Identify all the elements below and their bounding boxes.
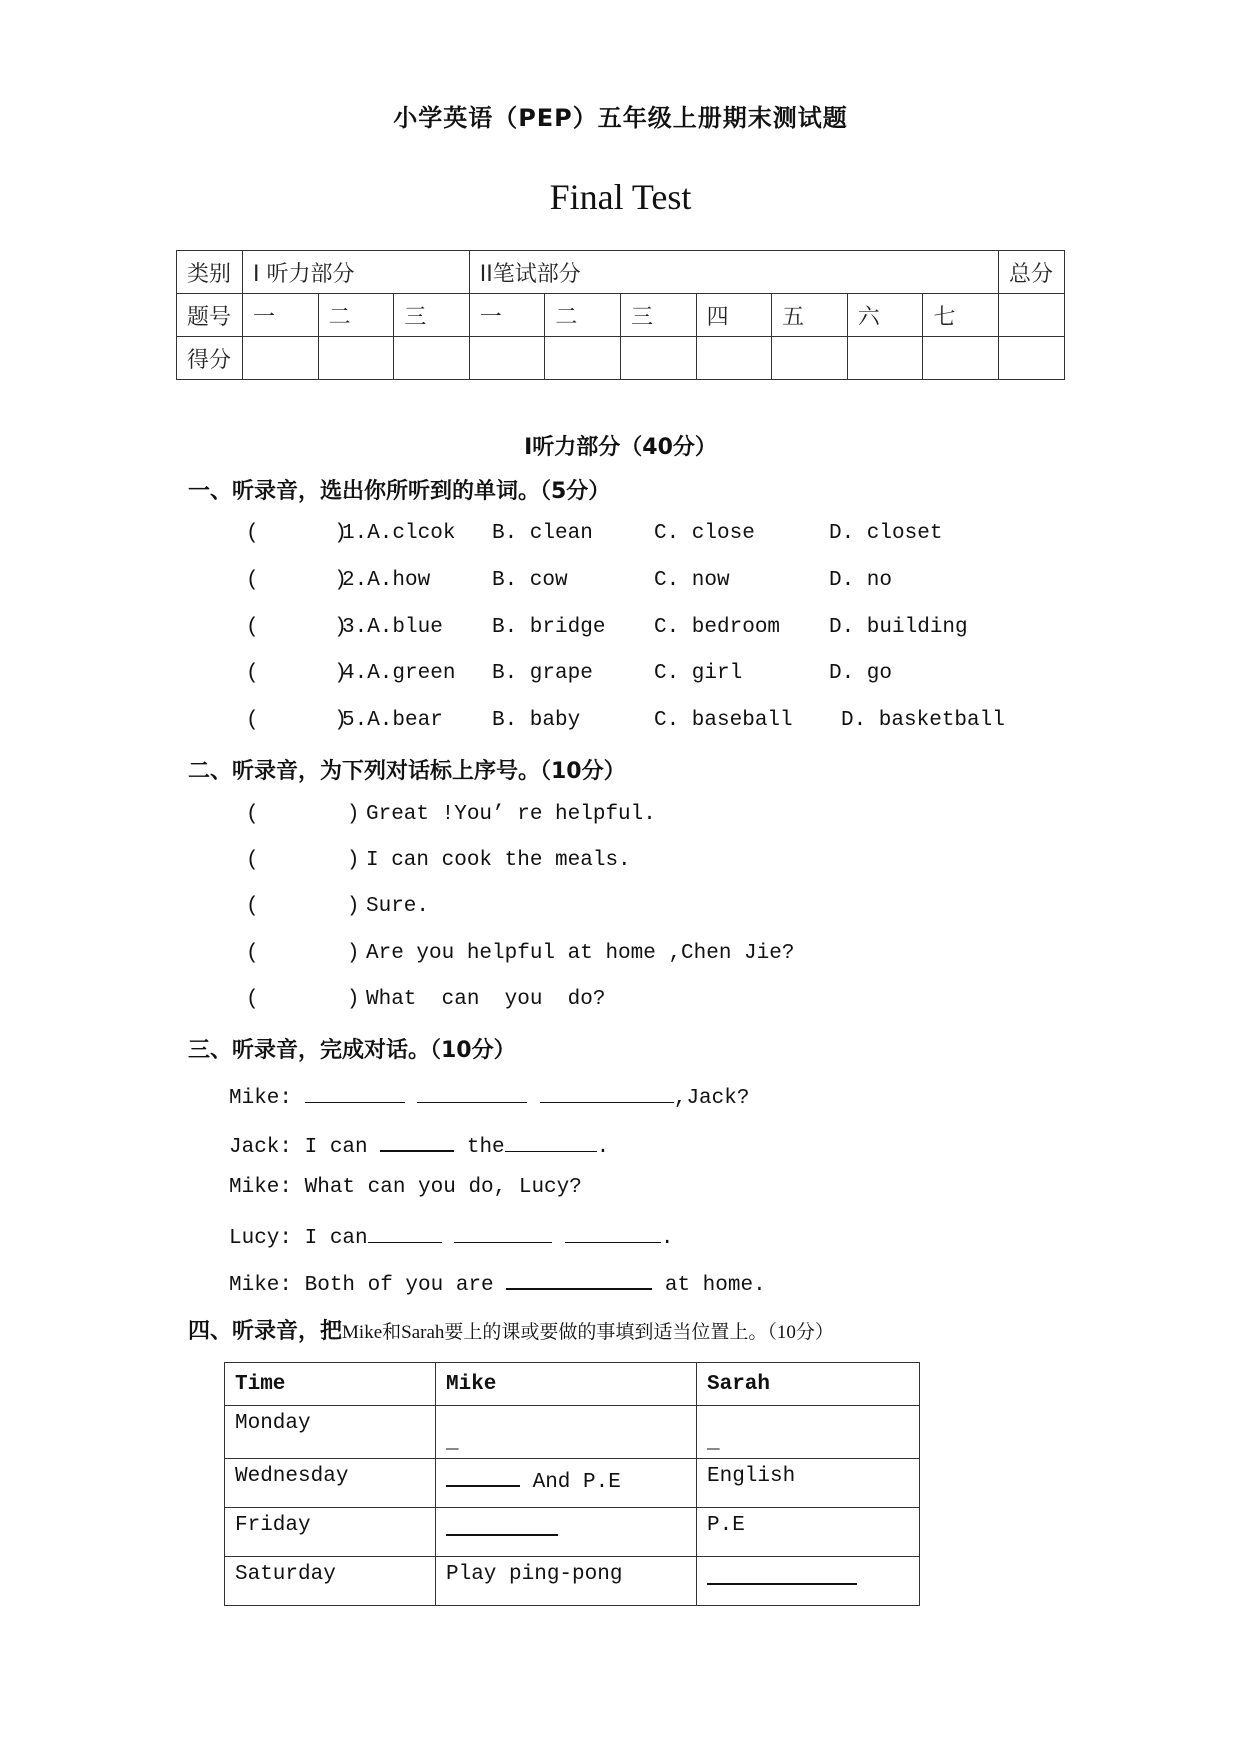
score-input-cell[interactable]	[696, 337, 772, 380]
score-input-cell[interactable]	[620, 337, 696, 380]
document-title: 小学英语（PEP）五年级上册期末测试题	[393, 104, 848, 132]
score-input-cell[interactable]	[469, 337, 545, 380]
option-a: 3.A.blue	[342, 616, 443, 639]
option-b: B. grape	[492, 662, 593, 685]
line-text: the	[454, 1136, 505, 1159]
answer-paren[interactable]: ( )	[246, 895, 360, 918]
option-d: D. no	[829, 569, 893, 592]
dialog-line: Are you helpful at home ,Chen Jie?	[366, 942, 795, 965]
choice-item	[246, 522, 1046, 550]
answer-paren[interactable]: ( )	[246, 569, 347, 592]
time-cell: Saturday	[225, 1557, 436, 1606]
fill-blank[interactable]	[368, 1222, 442, 1243]
dialog-order-item	[246, 803, 1046, 831]
document-subtitle: Final Test	[549, 177, 692, 217]
dialog-order-item	[246, 942, 1046, 970]
fill-blank[interactable]	[565, 1222, 661, 1243]
option-c: C. bedroom	[654, 616, 781, 639]
score-cell-num: 二	[318, 294, 394, 337]
mike-cell-text: And P.E	[520, 1471, 621, 1494]
option-a: 5.A.bear	[342, 709, 443, 732]
mike-cell[interactable]	[436, 1508, 697, 1557]
option-c: C. now	[654, 569, 730, 592]
schedule-row	[225, 1557, 920, 1606]
option-b: B. clean	[492, 522, 593, 545]
line-end-text: .	[596, 1136, 610, 1159]
option-a: 1.A.clcok	[342, 522, 456, 545]
section-title: I听力部分（40分）	[524, 435, 717, 460]
option-c: C. baseball	[654, 709, 793, 732]
score-cell-listening: I 听力部分	[243, 251, 470, 294]
score-cell-num: 七	[923, 294, 999, 337]
dialog-line: I can cook the meals.	[366, 849, 631, 872]
dialog-order-item	[246, 988, 1046, 1016]
dialog-line: Great !You’ re helpful.	[366, 803, 656, 826]
choice-item	[246, 709, 1046, 737]
score-input-cell[interactable]	[318, 337, 394, 380]
fill-blank[interactable]	[707, 1563, 857, 1585]
choice-item	[246, 569, 1046, 597]
score-cell-writing: II笔试部分	[469, 251, 998, 294]
schedule-row	[225, 1406, 920, 1459]
score-row-category	[177, 251, 1065, 294]
score-row-score	[177, 337, 1065, 380]
option-d: D. basketball	[841, 709, 1005, 732]
answer-paren[interactable]: ( )	[246, 616, 347, 639]
score-cell-num: 四	[696, 294, 772, 337]
score-cell-label: 类别	[177, 251, 243, 294]
answer-paren[interactable]: ( )	[246, 803, 360, 826]
sarah-cell: P.E	[697, 1508, 920, 1557]
heading-bold: 四、听录音，把	[188, 1319, 343, 1344]
line-text: Lucy: I can	[229, 1227, 368, 1250]
column-header-time: Time	[225, 1363, 436, 1406]
sarah-cell: English	[697, 1459, 920, 1508]
fill-blank[interactable]	[506, 1268, 652, 1290]
column-header-mike: Mike	[436, 1363, 697, 1406]
answer-paren[interactable]: ( )	[246, 522, 347, 545]
score-cell-label: 题号	[177, 294, 243, 337]
score-input-cell[interactable]	[772, 337, 848, 380]
option-c: C. girl	[654, 662, 743, 685]
schedule-table	[224, 1362, 920, 1606]
option-a: 2.A.how	[342, 569, 431, 592]
dialog-line-5	[229, 1268, 766, 1297]
speaker-text: Mike:	[229, 1087, 305, 1110]
score-table	[176, 250, 1065, 380]
line-text: Jack: I can	[229, 1136, 381, 1159]
time-cell: Monday	[225, 1406, 436, 1459]
score-cell-num: 一	[243, 294, 319, 337]
fill-blank[interactable]	[454, 1222, 552, 1243]
dialog-line: Sure.	[366, 895, 430, 918]
answer-paren[interactable]: ( )	[246, 662, 347, 685]
fill-blank[interactable]	[305, 1082, 405, 1103]
time-cell: Wednesday	[225, 1459, 436, 1508]
score-cell-empty	[999, 294, 1065, 337]
question-2-heading: 二、听录音，为下列对话标上序号。（10分）	[188, 759, 626, 784]
answer-paren[interactable]: ( )	[246, 709, 347, 732]
score-cell-total: 总分	[999, 251, 1065, 294]
score-input-cell[interactable]	[847, 337, 923, 380]
score-row-number	[177, 294, 1065, 337]
mike-cell[interactable]	[436, 1459, 697, 1508]
choice-item	[246, 662, 1046, 690]
line-text: Mike: Both of you are	[229, 1274, 507, 1297]
question-1-heading: 一、听录音，选出你所听到的单词。（5分）	[188, 479, 611, 504]
schedule-row	[225, 1508, 920, 1557]
mike-cell[interactable]: _	[436, 1406, 697, 1459]
sarah-cell[interactable]	[697, 1557, 920, 1606]
score-cell-num: 六	[847, 294, 923, 337]
schedule-row	[225, 1459, 920, 1508]
option-b: B. cow	[492, 569, 568, 592]
answer-paren[interactable]: ( )	[246, 942, 360, 965]
question-4-heading	[188, 1314, 834, 1345]
heading-rest: Mike和Sarah要上的课或要做的事填到适当位置上。（10分）	[342, 1322, 834, 1343]
option-b: B. baby	[492, 709, 581, 732]
score-cell-num: 三	[394, 294, 470, 337]
option-a: 4.A.green	[342, 662, 456, 685]
fill-blank[interactable]	[417, 1082, 527, 1103]
fill-blank[interactable]	[446, 1514, 558, 1536]
answer-paren[interactable]: ( )	[246, 988, 360, 1011]
line-end-text: ,Jack?	[673, 1087, 750, 1110]
option-c: C. close	[654, 522, 755, 545]
dialog-line-2	[229, 1130, 609, 1159]
line-end-text: at home.	[652, 1274, 766, 1297]
answer-paren[interactable]: ( )	[246, 849, 360, 872]
score-input-cell[interactable]	[545, 337, 621, 380]
score-cell-num: 一	[469, 294, 545, 337]
dialog-line-3: Mike: What can you do, Lucy?	[229, 1176, 582, 1199]
score-cell-num: 五	[772, 294, 848, 337]
schedule-header-row	[225, 1363, 920, 1406]
score-input-cell[interactable]	[923, 337, 999, 380]
option-d: D. go	[829, 662, 893, 685]
choice-item	[246, 616, 1046, 644]
score-input-cell[interactable]	[999, 337, 1065, 380]
time-cell: Friday	[225, 1508, 436, 1557]
line-end-text: .	[660, 1227, 674, 1250]
sarah-cell[interactable]: _	[697, 1406, 920, 1459]
fill-blank[interactable]	[380, 1130, 454, 1152]
dialog-order-item	[246, 895, 1046, 923]
score-input-cell[interactable]	[243, 337, 319, 380]
score-input-cell[interactable]	[394, 337, 470, 380]
score-cell-num: 三	[620, 294, 696, 337]
option-b: B. bridge	[492, 616, 606, 639]
score-cell-label: 得分	[177, 337, 243, 380]
score-cell-num: 二	[545, 294, 621, 337]
option-d: D. closet	[829, 522, 943, 545]
option-d: D. building	[829, 616, 968, 639]
dialog-line-1	[229, 1082, 749, 1110]
mike-cell: Play ping-pong	[436, 1557, 697, 1606]
column-header-sarah: Sarah	[697, 1363, 920, 1406]
dialog-order-item	[246, 849, 1046, 877]
dialog-line-4	[229, 1222, 673, 1250]
question-3-heading: 三、听录音，完成对话。（10分）	[188, 1038, 516, 1063]
dialog-line: What can you do?	[366, 988, 606, 1011]
fill-blank[interactable]	[446, 1465, 520, 1487]
fill-blank[interactable]	[540, 1082, 674, 1103]
fill-blank[interactable]	[505, 1131, 597, 1152]
